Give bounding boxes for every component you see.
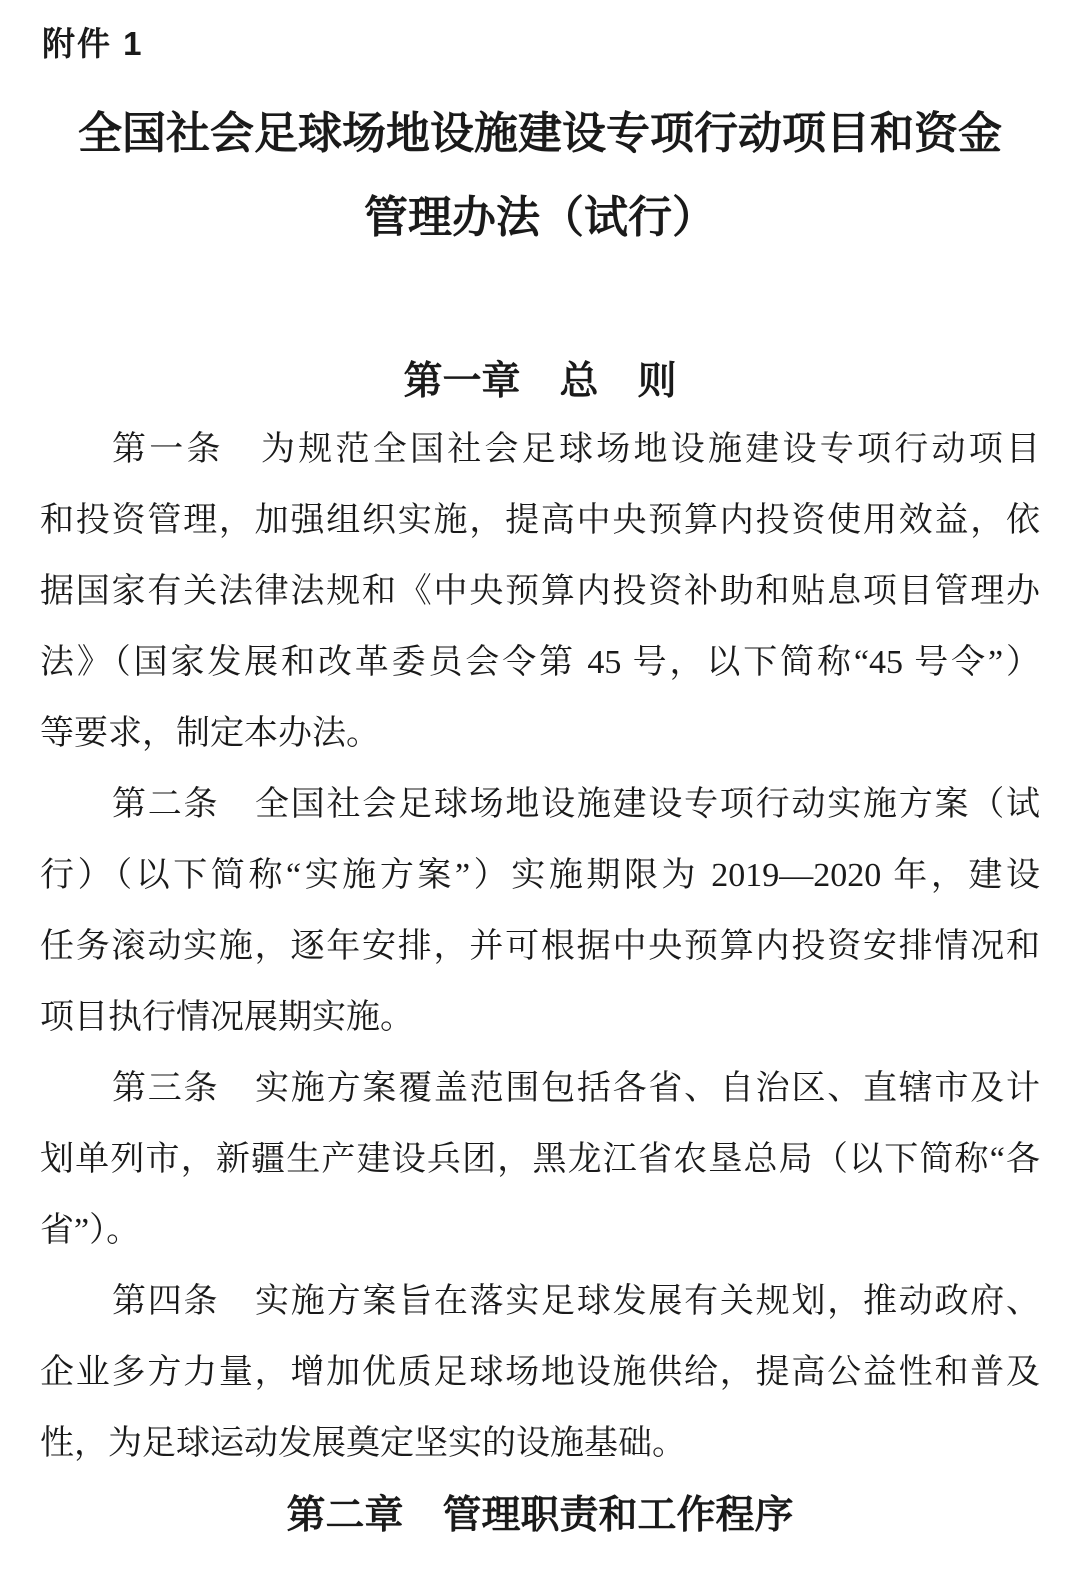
chapter-2-heading: 第二章 管理职责和工作程序 bbox=[286, 1494, 794, 1537]
article-1-line-3: 据国家有关法律法规和《中央预算内投资补助和贴息项目管理办 bbox=[40, 573, 1040, 610]
article-3-line-3: 省”）。 bbox=[40, 1212, 141, 1249]
article-4-line-1: 第四条 实施方案旨在落实足球发展有关规划，推动政府、 bbox=[112, 1283, 1040, 1320]
article-1-line-4: 法》（国家发展和改革委员会令第 45 号，以下简称“45 号令”） bbox=[40, 644, 1040, 681]
article-2-line-3: 任务滚动实施，逐年安排，并可根据中央预算内投资安排情况和 bbox=[40, 928, 1040, 965]
article-1-line-2: 和投资管理，加强组织实施，提高中央预算内投资使用效益，依 bbox=[40, 502, 1040, 539]
article-3-line-2: 划单列市，新疆生产建设兵团，黑龙江省农垦总局（以下简称“各 bbox=[40, 1141, 1040, 1178]
article-1-line-5: 等要求，制定本办法。 bbox=[40, 715, 380, 752]
document-title-line1: 全国社会足球场地设施建设专项行动项目和资金 bbox=[78, 109, 1002, 158]
document-title bbox=[40, 92, 1040, 260]
article-2-line-2: 行）（以下简称“实施方案”）实施期限为 2019—2020 年，建设 bbox=[40, 857, 1040, 894]
article-1-line-1: 第一条 为规范全国社会足球场地设施建设专项行动项目 bbox=[112, 431, 1040, 468]
article-2-line-4: 项目执行情况展期实施。 bbox=[40, 999, 414, 1036]
article-4-line-3: 性，为足球运动发展奠定坚实的设施基础。 bbox=[40, 1425, 686, 1462]
article-3-line-1: 第三条 实施方案覆盖范围包括各省、自治区、直辖市及计 bbox=[112, 1070, 1040, 1107]
attachment-label: 附件 1 bbox=[42, 25, 144, 62]
document-title-line2: 管理办法（试行） bbox=[364, 193, 716, 242]
document-body bbox=[40, 414, 1040, 1479]
article-2-line-1: 第二条 全国社会足球场地设施建设专项行动实施方案（试 bbox=[112, 786, 1040, 823]
chapter-1-heading: 第一章 总 则 bbox=[403, 360, 677, 403]
article-4-line-2: 企业多方力量，增加优质足球场地设施供给，提高公益性和普及 bbox=[40, 1354, 1040, 1391]
